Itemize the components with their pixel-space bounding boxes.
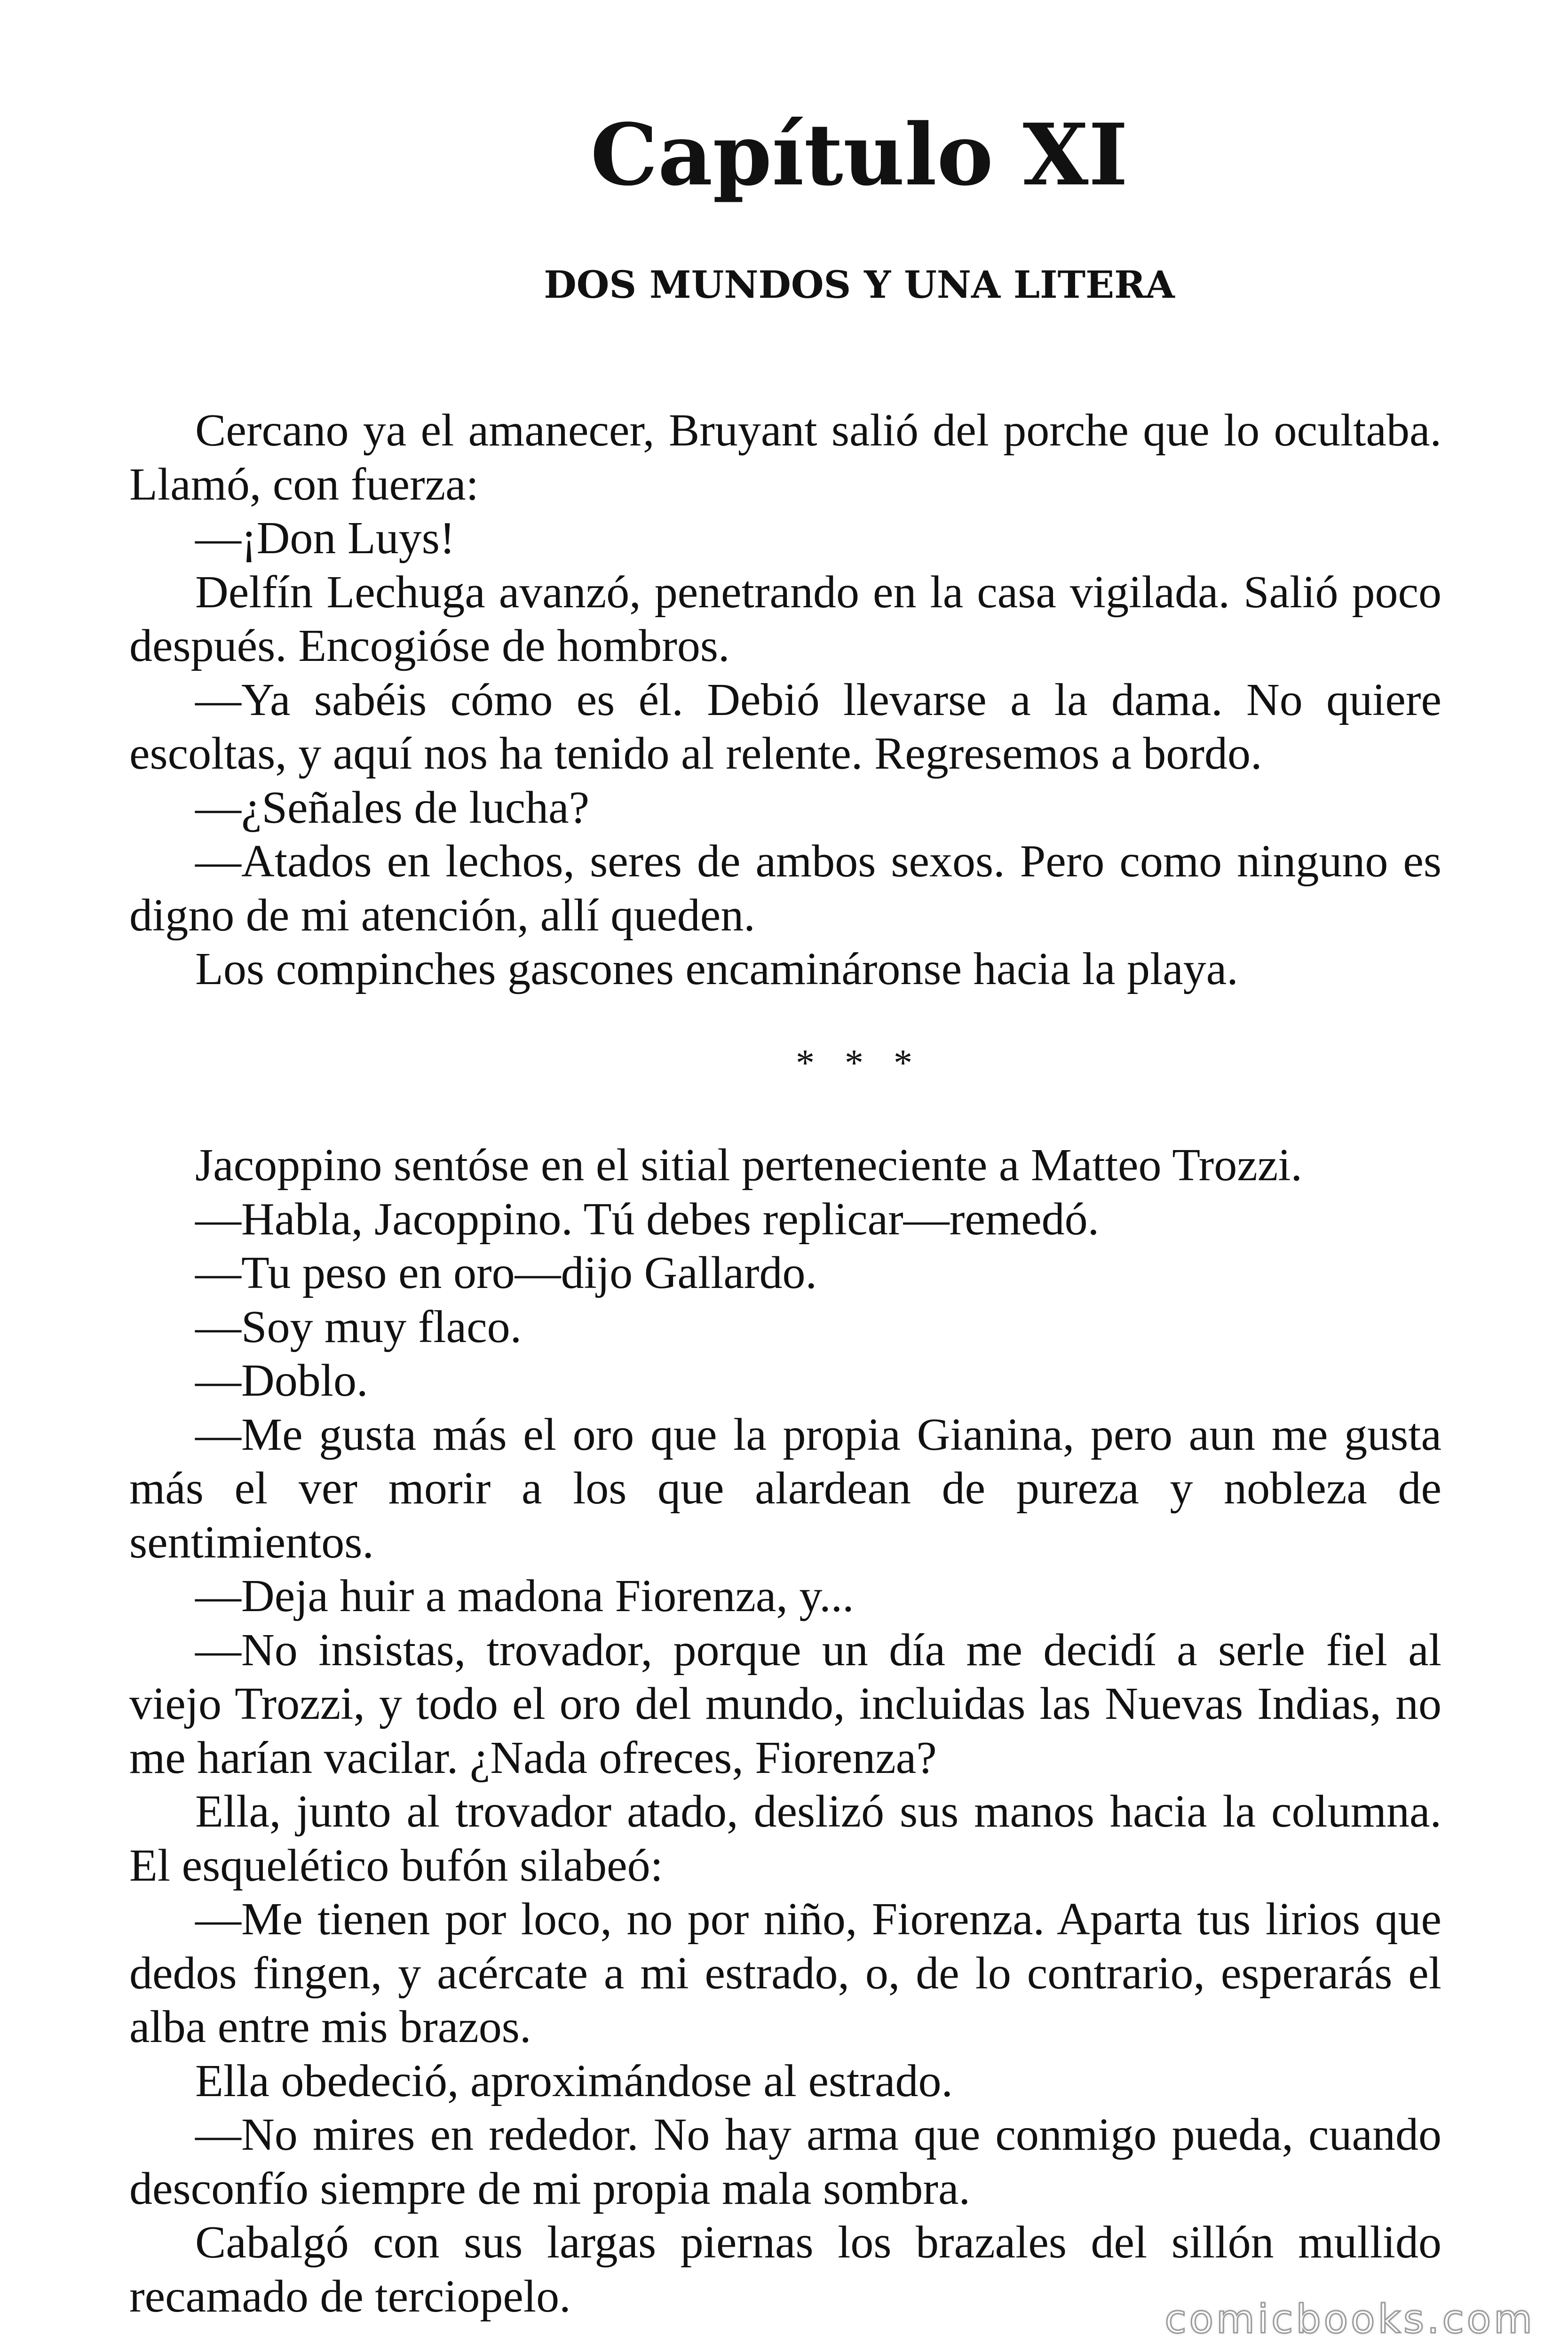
- paragraph: —No mires en rededor. No hay arma que conmigo pueda, cuando desconfío siempre de mi propia mala sombra.: [129, 2109, 1441, 2214]
- paragraph: —Habla, Jacoppino. Tú debes replicar—remedó.: [195, 1193, 1100, 1245]
- paragraph: —No insistas, trovador, porque un día me decidí a serle fiel al viejo Trozzi, y todo el oro del mundo, incluidas las Nuevas Indias, no me harían vacilar. ¿Nada ofreces, Fiorenza?: [129, 1624, 1441, 1783]
- paragraph: Cabalgó con sus largas piernas los brazales del sillón mullido recamado de terciopelo.: [129, 2217, 1441, 2322]
- paragraph: —Ya sabéis cómo es él. Debió llevarse a la dama. No quiere escoltas, y aquí nos ha tenido al relente. Regresemos a bordo.: [129, 674, 1441, 779]
- paragraph: —Deja huir a madona Fiorenza, y...: [195, 1571, 854, 1621]
- paragraph: Ella obedeció, aproximándose al estrado.: [195, 2055, 953, 2106]
- paragraph: —Soy muy flaco.: [195, 1301, 522, 1352]
- section-2-text: [129, 1138, 1441, 2323]
- paragraph: Ella, junto al trovador atado, deslizó sus manos hacia la columna. El esquelético bufón silabeó:: [129, 1786, 1441, 1891]
- section-break: * * *: [796, 1042, 923, 1084]
- paragraph: Jacoppino sentóse en el sitial perteneciente a Matteo Trozzi.: [195, 1140, 1303, 1191]
- chapter-title: Capítulo XI: [590, 105, 1128, 205]
- paragraph: Los compinches gascones encamináronse hacia la playa.: [195, 944, 1238, 994]
- paragraph: —Doblo.: [195, 1355, 368, 1406]
- paragraph: —¡Don Luys!: [195, 513, 455, 564]
- chapter-subtitle: DOS MUNDOS Y UNA LITERA: [544, 262, 1175, 307]
- paragraph: —Me tienen por loco, no por niño, Fiorenza. Aparta tus lirios que dedos fingen, y acércate a mi estrado, o, de lo contrario, esperarás el alba entre mis brazos.: [129, 1894, 1441, 2052]
- paragraph: —Tu peso en oro—dijo Gallardo.: [195, 1248, 817, 1298]
- watermark: comicbooks.com: [1164, 2296, 1535, 2342]
- paragraph: —Me gusta más el oro que la propia Gianina, pero aun me gusta más el ver morir a los que alardean de pureza y nobleza de sentimientos.: [129, 1409, 1441, 1568]
- section-1-text: [129, 404, 1441, 996]
- paragraph: —Atados en lechos, seres de ambos sexos. Pero como ninguno es digno de mi atención, allí queden.: [129, 836, 1441, 941]
- paragraph: Cercano ya el amanecer, Bruyant salió del porche que lo ocultaba. Llamó, con fuerza:: [129, 405, 1441, 510]
- paragraph: Delfín Lechuga avanzó, penetrando en la casa vigilada. Salió poco después. Encogióse de hombros.: [129, 566, 1441, 671]
- paragraph: —¿Señales de lucha?: [195, 782, 590, 833]
